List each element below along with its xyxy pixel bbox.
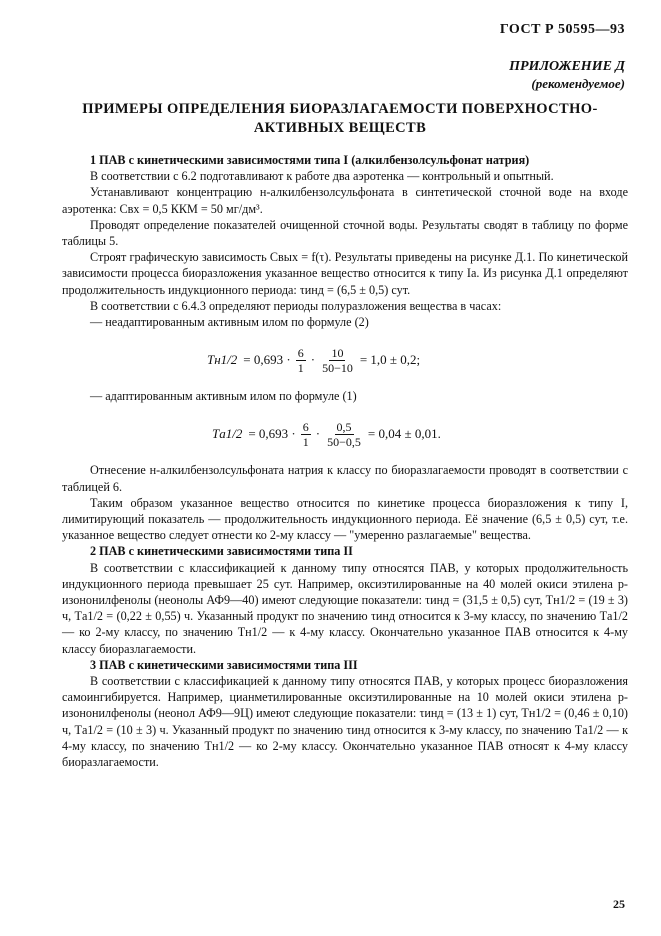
paragraph: Проводят определение показателей очищенной сточной воды. Результаты сводят в таблицу по форме таблицы 5. [62,217,628,249]
paragraph: Строят графическую зависимость Cвых = f(τ). Результаты приведены на рисунке Д.1. По кинетической зависимости процесса биоразложения указанное вещество относится к типу Iа. Из рисунка Д.1 определяют продолжительность индукционного периода: τинд = (6,5 ± 0,5) сут. [62,250,628,297]
formula-1-frac-2: $\frac{10}{50-10}$ [322,345,353,375]
paragraph: Устанавливают концентрацию н-алкилбензолсульфоната в синтетической сточной воде на входе аэротенка: Cвх = 0,5 ККМ = 50 мг/дм³. [62,185,628,216]
formula-2-rhs: = 0,04 ± 0,01. [367,426,441,442]
page-number: 25 [613,897,625,911]
section-2-heading: 2 ПАВ с кинетическими зависимостями типа II [90,544,353,559]
formula-2-dot: · [315,426,321,442]
gost-header: ГОСТ Р 50595—93 [499,22,625,37]
paragraph: В соответствии с 6.4.3 определяют периоды полуразложения вещества в часах: [90,298,502,313]
formula-2-eq: = 0,693 · [248,426,296,442]
formula-2-frac-1: $\frac{6}{1}$ [302,419,309,449]
appendix-title: ПРИЛОЖЕНИЕ Д [509,59,625,74]
formula-2 [62,414,628,454]
paragraph: В соответствии с классификацией к данному типу относятся ПАВ, у которых процесс биоразложения самоингибируется. Например, цианметилированные оксиэтилированные на 10 молей окиси этилена р-изононилфенолы (неонол АФ9—9Ц) имеют следующие показатели: τинд = (13 ± 1) сут, Tн1/2 = (0,46 ± 0,10) ч, Tа1/2 = (10 ± 3) ч. Указанный продукт по значению τинд относится к 3-му классу, по значению Tа1/2 — к 4-му классу, по значению Tн1/2 — ко 2-му классу. Окончательно указанное ПАВ относят к 4-му классу биоразлагаемости. [62,674,628,770]
appendix-subtitle: (рекомендуемое) [531,76,625,91]
paragraph: Таким образом указанное вещество относится по кинетике процесса биоразложения к типу I, лимитирующий показатель — продолжительность индукционного периода. Её значение (6,5 ± 0,5) сут, т.е. указанное вещество следует отнести ко 2-му классу — "умеренно разлагаемые" вещества. [62,495,628,543]
appendix-label [509,58,625,92]
title-line-2: АКТИВНЫХ ВЕЩЕСТВ [253,120,427,136]
formula-1-lhs: Tн1/2 [207,352,238,368]
formula-1 [62,340,628,380]
formula-1-frac-1: $\frac{6}{1}$ [297,345,304,375]
formula-1-dot: · [310,352,316,368]
document-body [62,152,628,770]
formula-1-rhs: = 1,0 ± 0,2; [359,352,421,368]
title-line-1: ПРИМЕРЫ ОПРЕДЕЛЕНИЯ БИОРАЗЛАГАЕМОСТИ ПОВЕРХНОСТНО- [82,101,598,117]
section-3-heading: 3 ПАВ с кинетическими зависимостями типа III [90,657,358,672]
page-title [60,100,620,138]
paragraph: — неадаптированным активным илом по формуле (2) [90,315,369,330]
formula-2-frac-2: $\frac{0,5}{50-0,5}$ [327,419,361,449]
formula-1-eq: = 0,693 · [243,352,291,368]
paragraph: В соответствии с классификацией к данному типу относятся ПАВ, у которых продолжительность индукционного периода превышает 25 сут. Например, оксиэтилированные на 40 молей окиси этилена р-изононилфенолы (неонолы АФ9—40) имеют следующие показатели: τинд = (31,5 ± 0,5) сут, Tн1/2 = (19 ± 3) ч, Tа1/2 = (0,22 ± 0,55) ч. Указанный продукт по значению τинд относится к 3-му классу, по значению Tа1/2 — ко 2-му классу, по значению Tн1/2 — к 4-му классу. Окончательно указанное ПАВ относится к 4-му классу биоразлагаемости. [62,560,628,656]
formula-2-lhs: Tа1/2 [212,426,243,442]
paragraph: Отнесение н-алкилбензолсульфоната натрия к классу по биоразлагаемости проводят в соответствии с таблицей 6. [62,463,628,494]
paragraph: — адаптированным активным илом по формуле (1) [90,389,357,404]
section-1-heading: 1 ПАВ с кинетическими зависимостями типа I (алкилбензолсульфонат натрия) [90,153,530,167]
paragraph: В соответствии с 6.2 подготавливают к работе два аэротенка — контрольный и опытный. [90,169,554,184]
